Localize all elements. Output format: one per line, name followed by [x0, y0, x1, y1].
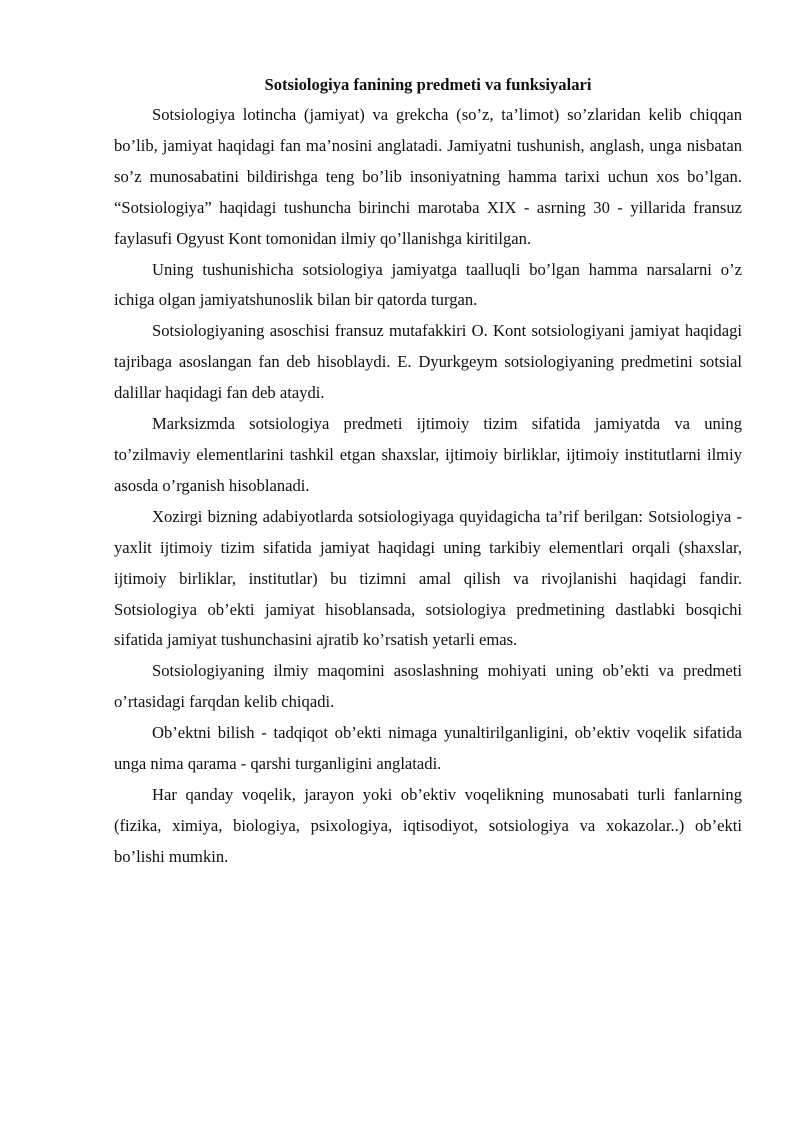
paragraph-4: Marksizmda sotsiologiya predmeti ijtimoiy tizim sifatida jamiyatda va uning to’zilmaviy elementlarini tashkil etgan shaxslar, ijtimoiy birliklar, ijtimoiy institutlarni ilmiy asosda o’rganish hisoblanadi. [114, 414, 742, 495]
paragraph-8: Har qanday voqelik, jarayon yoki ob’ektiv voqelikning munosabati turli fanlarning (fizika, ximiya, biologiya, psixologiya, iqtisodiyot, sotsiologiya va xokazolar..) ob’ekti bo’lishi mumkin. [114, 784, 742, 866]
paragraph-2: Uning tushunishicha sotsiologiya jamiyatga taalluqli bo’lgan hamma narsalarni o’z ichiga olgan jamiyatshunoslik bilan bir qatorda turgan. [114, 259, 742, 310]
paragraph-3: Sotsiologiyaning asoschisi fransuz mutafakkiri O. Kont sotsiologiyani jamiyat haqidagi tajribaga asoslangan fan deb hisoblaydi. E. Dyurkgeym sotsiologiyaning predmetini sotsial dalillar haqidagi fan deb ataydi. [114, 321, 742, 403]
document-title: Sotsiologiya fanining predmeti va funksiyalari [264, 75, 592, 94]
paragraph-6: Sotsiologiyaning ilmiy maqomini asoslashning mohiyati uning ob’ekti va predmeti o’rtasidagi farqdan kelib chiqadi. [114, 661, 742, 712]
paragraph-1: Sotsiologiya lotincha (jamiyat) va grekcha (so’z, ta’limot) so’zlaridan kelib chiqqan bo’lib, jamiyat haqidagi fan ma’nosini anglatadi. Jamiyatni tushunish, anglash, unga nisbatan so’z munosabatini bildirishga teng bo’lib insoniyatning hamma tarixi uchun xos bo’lgan. “Sotsiologiya” haqidagi tushuncha birinchi marotaba XIX - asrning 30 - yillarida fransuz faylasufi Ogyust Kont tomonidan ilmiy qo’llanishga kiritilgan. [114, 105, 742, 248]
document-body [114, 70, 742, 873]
paragraph-5: Xozirgi bizning adabiyotlarda sotsiologiyaga quyidagicha ta’rif berilgan: Sotsiologiya - yaxlit ijtimoiy tizim sifatida jamiyat haqidagi uning tarkibiy elementlari orqali (shaxslar, ijtimoiy birliklar, institutlar) bu tizimni amal qilish va rivojlanishi haqidagi fandir. Sotsiologiya ob’ekti jamiyat hisoblansada, sotsiologiya predmetining dastlabki bosqichi sifatida jamiyat tushunchasini ajratib ko’rsatish yetarli emas. [114, 506, 742, 650]
paragraph-7: Ob’ektni bilish - tadqiqot ob’ekti nimaga yunaltirilganligini, ob’ektiv voqelik sifatida unga nima qarama - qarshi turganligini anglatadi. [114, 723, 742, 774]
